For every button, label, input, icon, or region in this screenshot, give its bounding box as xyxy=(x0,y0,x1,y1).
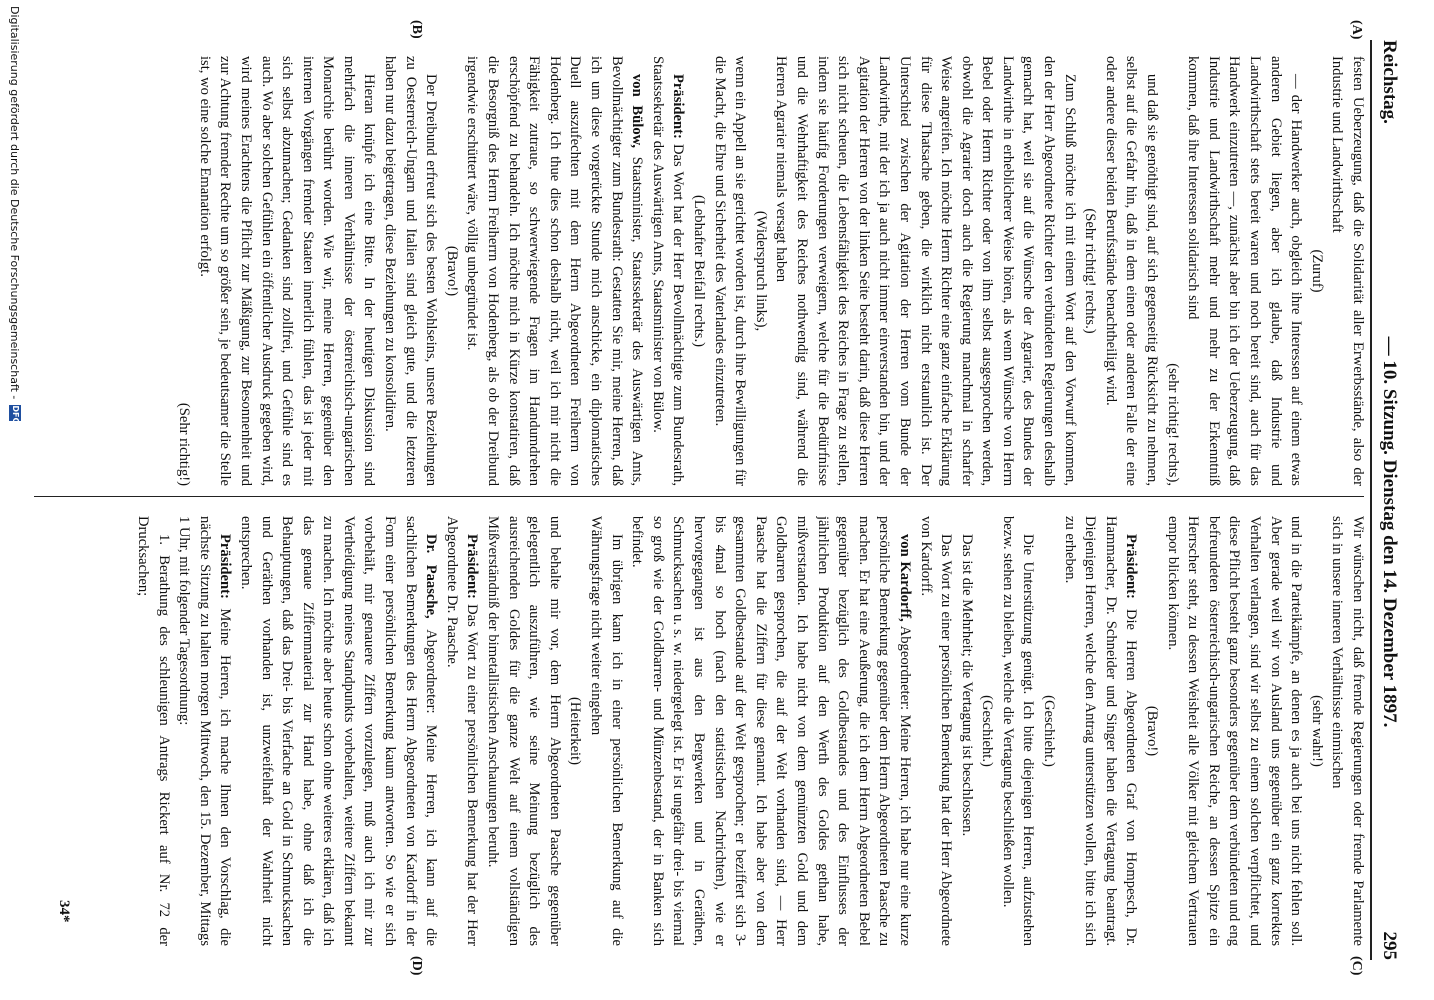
paragraph xyxy=(1141,516,1162,946)
paragraph-text: 1. Berathung des schleunigen Antrags Rickert auf Nr. 72 der Drucksachen; xyxy=(134,516,172,946)
paragraph xyxy=(441,516,482,946)
speaker-name: Präsident: xyxy=(217,534,234,599)
paragraph xyxy=(194,56,379,486)
paragraph-text: (Sehr richtig! rechts.) xyxy=(1082,208,1099,334)
paragraph xyxy=(585,516,626,946)
paragraph xyxy=(688,56,709,486)
column-divider xyxy=(34,496,1364,497)
paragraph xyxy=(1059,516,1141,946)
paragraph-text: (Lebhafter Beifall rechts.) xyxy=(691,195,707,347)
header-session: — 10. Sitzung. Dienstag den 14. Dezember 1897. xyxy=(1379,336,1400,728)
paragraph-text: (Widerspruch links), xyxy=(752,210,769,332)
right-text-column xyxy=(28,516,1368,946)
paragraph-text: Die Herren Abgeordneten Graf von Hompesch, Dr. Hammacher, Dr. Schneider und Singer haben die Vertagung beantragt. Diejenigen Herren, welche den Antrag unterstützen wollen, bitte ich sich zu erheben. xyxy=(1061,516,1140,946)
paragraph xyxy=(915,516,956,946)
paragraph xyxy=(1183,56,1307,486)
paragraph-text: (Zuruf) xyxy=(1308,249,1325,293)
dfg-logo: DFG xyxy=(11,405,20,425)
paragraph-text: (Geschieht.) xyxy=(1041,695,1058,767)
paragraph xyxy=(1327,56,1368,486)
paragraph xyxy=(750,56,771,486)
header-title: Reichstag. xyxy=(1379,40,1400,124)
paragraph xyxy=(1162,516,1306,946)
speaker-name: Präsident: xyxy=(1123,534,1140,599)
paragraph xyxy=(380,56,442,486)
paragraph xyxy=(1162,56,1183,486)
paragraph-text: Der Dreibund erfreut sich des besten Wohlseins, unsere Beziehungen zu Oesterreich-Ungarn und Italien sind gleich gute, und die letzteren haben nur dazu beigetragen, diese Beziehungen zu konsolidiren. xyxy=(382,56,440,486)
speaker-name: Präsident: xyxy=(670,74,687,139)
paragraph xyxy=(627,516,915,946)
paragraph-text: festen Ueberzeugung, daß die Solidarität aller Erwerbsstände, also der Industrie und Landwirthschaft xyxy=(1329,56,1366,486)
paragraph-text: Zum Schluß möchte ich mit einem Wort auf den Vorwurf kommen, den der Herr Abgeordnete Richter den verbündeten Regierungen deshalb gemacht hat, weil sie auf die Wünsche der Agrarier, des Bundes der Landwirthe in erheblicherer Weise hören, als wenn Wünsche von Herrn Bebel oder Herrn Richter oder von ihm selbst ausgesprochen werden, obwohl die Agrarier doch auch die Regierung manchmal in scharfer Weise angreifen. Ich möchte Herrn Richter eine ganz einfache Erklärung für diese Thatsache geben, die wirklich nicht erstaunlich ist. Der Unterschied zwischen der Agitation der Herren vom Bunde der Landwirthe, mit der ich ja auch nicht immer einverstanden bin, und der Agitation der Herren von der linken Seite besteht darin, daß diese Herren sich nicht scheuen, die Lebensfähigkeit des Reiches in Frage zu stellen, indem sie häufig Forderungen verweigern, welche für die Bedürfnisse und die Wehrhaftigkeit des Reiches nothwendig sind, während die Herren Agrarier niemals versagt haben xyxy=(773,56,1078,486)
paragraph-text: (Sehr richtig!) xyxy=(176,402,193,486)
header-rule xyxy=(1370,40,1372,960)
paragraph xyxy=(174,56,195,486)
speaker-name: Dr. Paasche, xyxy=(423,534,440,619)
paragraph xyxy=(1306,56,1327,486)
speaker-name: Präsident: xyxy=(464,534,481,599)
paragraph xyxy=(709,56,750,486)
paragraph xyxy=(1080,56,1101,486)
paragraph xyxy=(441,56,462,486)
paragraph xyxy=(174,516,236,946)
paragraph-text: Das Wort zu einer persönlichen Bemerkung hat der Herr Abgeordnete Dr. Paasche. xyxy=(443,516,481,946)
paragraph-text: Die Unterstützung genügt. Ich bitte diejenigen Herren, aufzustehen bezw. stehen zu bleiben, welche die Vertagung beschließen wollen. xyxy=(999,516,1037,946)
paragraph-text: (Geschieht.) xyxy=(979,695,996,767)
margin-marker-b: (B) xyxy=(409,20,424,39)
paragraph-text: — der Handwerker auch, obgleich ihre Interessen auf einem etwas anderen Gebiet liegen, aber ich glaube, daß Industrie und Landwirthschaft stets bereit waren und noch bereit sind, auch für das Handwerk einzutreten —, zunächst aber bin ich der Ueberzeugung, daß Industrie und Landwirthschaft mehr und mehr zu der Erkenntniß kommen, daß ihre Interessen solidarisch sind xyxy=(1185,56,1305,486)
paragraph-text: Staatsminister, Staatssekretär des Auswärtigen Amts, Bevollmächtigter zum Bundesrath: Gestatten Sie mir, meine Herren, daß ich um diese vorgerückte Stunde mich anschicke, ein diplomatisches Duell auszufechten mit dem Herrn Abgeordneten Freiherrn von Hodenberg. Ich thue dies schon deshalb nicht, weil ich mir nicht die Fähigkeit zutraue, so schwerwiegende Fragen im Handumdrehen erschöpfend zu behandeln. Ich möchte mich in Kürze konstatiren, daß die Besorgniß des Herrn Freiherrn von Hodenberg, als ob der Dreibund irgendwie erschüttert wäre, völlig unbegründet ist. xyxy=(464,56,646,486)
credit-text: Digitalisierung gefördert durch die Deutsche Forschungsgemeinschaft - xyxy=(8,6,22,400)
paragraph-text: Abgeordneter: Meine Herren, ich habe nur eine kurze persönliche Bemerkung gegenüber dem Herrn Abgeordneten Paasche zu machen. Er hat eine Aeußerung, die ich dem Herrn Abgeordneten Bebel gegenüber bezüglich des Goldbestandes und des Einflusses der jährlichen Produktion auf den Werth des Goldes gethan habe, mißverstanden. Ich habe nicht von dem gemünzten Gold und dem Goldbarren gesprochen, die auf der Welt vorhanden sind, — Herr Paasche hat die Ziffern für diese genannt. Ich habe aber von dem gesammten Goldbestande auf der Welt gesprochen; er beziffert sich 3- bis 4mal so hoch (nach den statistischen Nachrichten), wie er hervorgegangen ist aus den Bergwerken und in Geräthen, Schmucksachen u. s. w. niedergelegt ist. Er ist ungefähr drei- bis viermal so groß wie der Goldbarren- und Münzenbestand, der in Banken sich befindet. xyxy=(629,516,913,946)
paragraph-text: und daß sie genöthigt sind, auf sich gegenseitig Rücksicht zu nehmen, selbst auf die Gefahr hin, daß in dem einen oder anderen Falle der eine oder andere dieser beiden Berufsstände benachtheiligt wird. xyxy=(1102,56,1161,486)
paragraph-text: Abgeordneter: Meine Herren, ich kann auf die sachlichen Bemerkungen des Herrn Abgeordneten von Kardorff in der Form einer persönlichen Bemerkung kaum antworten. So wie er sich vorbehält, mir genauere Ziffern vorzulegen, muß auch ich mir zur Vertheidigung meines Standpunkts vorbehalten, weitere Ziffern bekannt zu machen. Ich möchte aber heute schon ohne weiteres erklären, daß ich das genaue Ziffernmaterial zur Hand habe, ohne daß ich die Behauptungen, daß das Drei- bis Vierfache an Gold in Schmucksachen und Geräthen vorhanden ist, unzweifelhaft der Wahrheit nicht entsprechen. xyxy=(237,516,440,946)
margin-marker-a: (A) xyxy=(1349,20,1364,40)
speaker-name: von Bülow, xyxy=(629,74,646,148)
paragraph-text: und in die Parteikämpfe, an denen es ja auch bei uns nicht fehlen soll. Aber gerade weil wir von Ausland uns gegenüber ein ganz korrektes Verhalten verlangen, sind wir selbst zu einem solchen verpflichtet, und diese Pflicht besteht ganz besonders gegenüber dem verbündeten und eng befreundeten österreichisch-ungarischen Reiche, an dessen Spitze ein Herrscher steht, zu dessen Weisheit alle Völker mit gleichem Vertrauen empor blicken können. xyxy=(1164,516,1305,946)
paragraph-text: Meine Herren, ich mache Ihnen den Vorschlag, die nächste Sitzung zu halten morgen Mittwoch, den 15. Dezember, Mittags 1 Uhr, mit folgender Tagesordnung: xyxy=(176,516,234,946)
paragraph-text: (Heiterkeit) xyxy=(567,696,584,766)
left-text-column xyxy=(28,56,1368,486)
paragraph xyxy=(1306,516,1327,946)
paragraph xyxy=(235,516,441,946)
paragraph xyxy=(997,516,1038,946)
paragraph xyxy=(132,516,173,946)
paragraph xyxy=(647,56,688,486)
paragraph-text: Das Wort hat der Herr Bevollmächtigte zum Bundesrath, Staatssekretär des Auswärtigen Amts, Staatsminister von Bülow. xyxy=(649,56,687,486)
paragraph-text: (Bravo!) xyxy=(443,245,460,297)
paragraph xyxy=(956,516,977,946)
margin-marker-d: (D) xyxy=(409,956,424,976)
paragraph-text: (sehr richtig! rechts), xyxy=(1164,363,1181,486)
page-header xyxy=(1374,40,1400,960)
paragraph-text: und behalte mir vor, dem Herrn Abgeordneten Paasche gegenüber gelegentlich auszuführen, wie seine Meinung bezüglich des ausreichenden Goldes für die ganze Welt auf einem vollständigen Mißverständniß der bimetallistischen Anschauungen beruht. xyxy=(485,516,563,946)
paragraph xyxy=(482,516,564,946)
paragraph-text: Wir wünschen nicht, daß fremde Regierungen oder fremde Parlamente sich in unsere inneren Verhältnisse einmischen xyxy=(1329,516,1366,946)
paragraph-text: (Bravo!) xyxy=(1144,705,1161,757)
margin-marker-c: (C) xyxy=(1349,956,1364,976)
paragraph xyxy=(1039,516,1060,946)
paragraph-text: wenn ein Appell an sie gerichtet worden ist, durch ihre Bewilligungen für die Macht, die Ehre und Sicherheit des Vaterlandes einzutreten. xyxy=(711,56,749,486)
page-number: 295 xyxy=(1379,931,1400,960)
paragraph xyxy=(462,56,647,486)
paragraph xyxy=(565,516,586,946)
paragraph-text: (sehr wahr!) xyxy=(1308,695,1325,767)
signature-mark: 34* xyxy=(56,900,72,923)
digitization-credit xyxy=(6,6,24,994)
paragraph-text: Das ist die Mehrheit; die Vertagung ist beschlossen. xyxy=(958,534,975,837)
paragraph xyxy=(771,56,1080,486)
speaker-name: von Kardorff, xyxy=(896,534,913,622)
paragraph-text: Das Wort zu einer persönlichen Bemerkung hat der Herr Abgeordnete von Kardorff. xyxy=(917,516,955,946)
paragraph-text: Hieran knüpfe ich eine Bitte. In der heutigen Diskussion sind mehrfach die inneren Verhältnisse der österreichisch-ungarischen Monarchie berührt worden. Wie wir, meine Herren, gegenüber den internen Vorgängen fremder Staaten innerlich fühlen, das ist jeder mit sich selbst abzumachen; Gedanken sind zollfrei, und Gefühle sind es auch. Wo aber solchen Gefühlen ein öffentlicher Ausdruck gegeben wird, wird meines Erachtens die Pflicht zur Mäßigung, zur Besonnenheit und zur Achtung fremder Rechte um so größer sein, je bedeutsamer die Stelle ist, wo eine solche Emanation erfolgt. xyxy=(196,56,378,486)
paragraph-text: Im übrigen kann ich in einer persönlichen Bemerkung auf die Währungsfrage nicht weiter eingehen xyxy=(588,516,625,946)
paragraph xyxy=(1327,516,1368,946)
paragraph xyxy=(977,516,998,946)
paragraph xyxy=(1100,56,1162,486)
